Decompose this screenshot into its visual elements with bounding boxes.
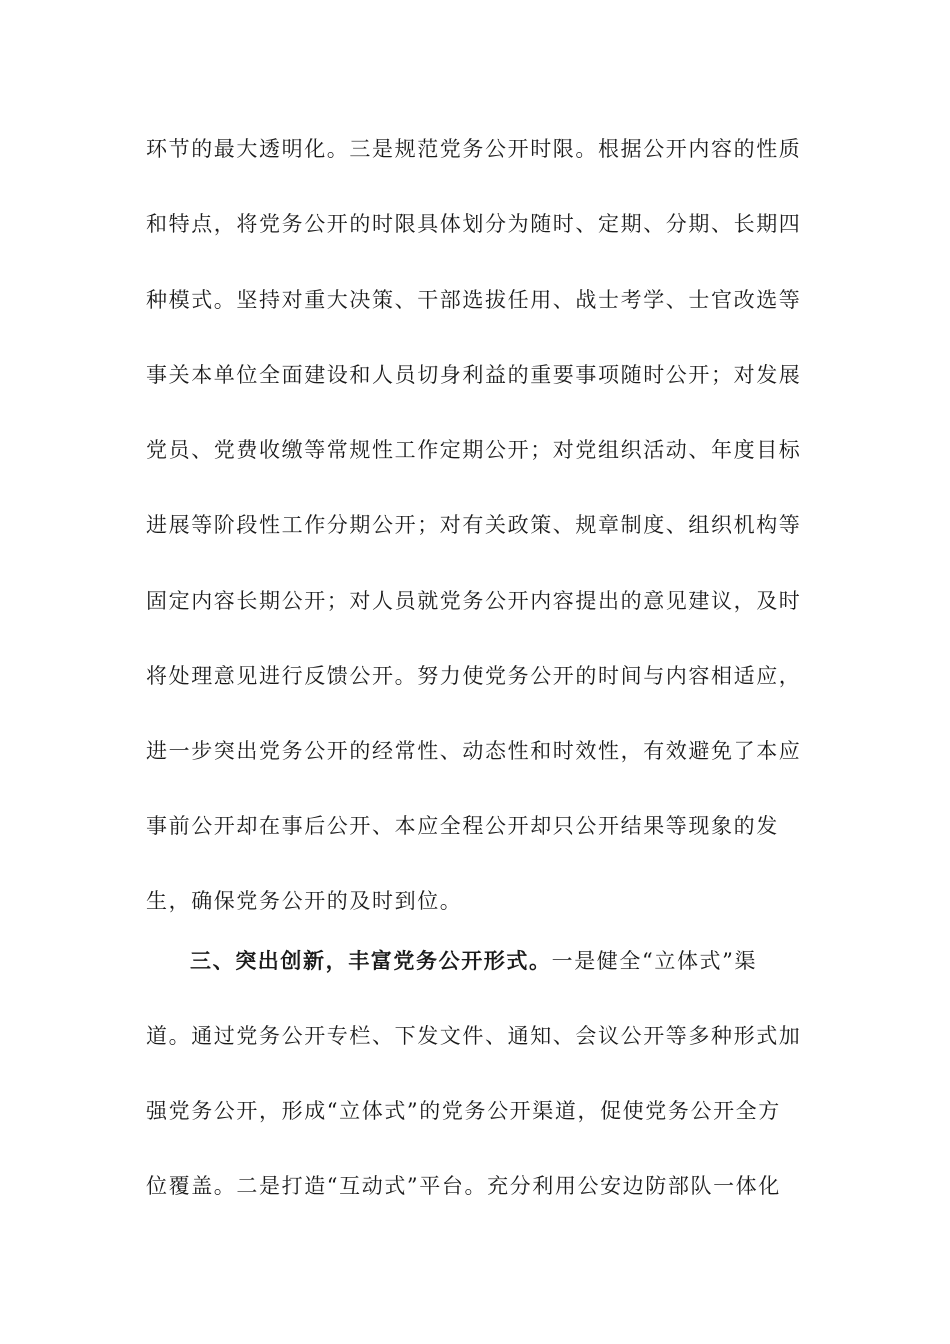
- paragraph-line: 事关本单位全面建设和人员切身利益的重要事项随时公开；对发展: [146, 363, 802, 387]
- paragraph-line: 生，确保党务公开的及时到位。: [146, 889, 463, 913]
- paragraph-line: 位覆盖。二是打造“互动式”平台。充分利用公安边防部队一体化: [146, 1174, 781, 1198]
- paragraph-line: 事前公开却在事后公开、本应全程公开却只公开结果等现象的发: [146, 814, 779, 838]
- paragraph-line: 种模式。坚持对重大决策、干部选拔任用、战士考学、士官改选等: [146, 288, 802, 312]
- paragraph-line: 强党务公开，形成“立体式”的党务公开渠道，促使党务公开全方: [146, 1099, 781, 1123]
- paragraph-line: 固定内容长期公开；对人员就党务公开内容提出的意见建议，及时: [146, 589, 802, 613]
- paragraph-line: 道。通过党务公开专栏、下发文件、通知、会议公开等多种形式加: [146, 1024, 802, 1048]
- paragraph-line: 进展等阶段性工作分期公开；对有关政策、规章制度、组织机构等: [146, 513, 802, 537]
- paragraph-line: 进一步突出党务公开的经常性、动态性和时效性，有效避免了本应: [146, 739, 802, 763]
- paragraph-line: 环节的最大透明化。三是规范党务公开时限。根据公开内容的性质: [146, 137, 802, 161]
- paragraph-line: 党员、党费收缴等常规性工作定期公开；对党组织活动、年度目标: [146, 438, 802, 462]
- section-three-heading: 三、突出创新，丰富党务公开形式。: [190, 948, 552, 973]
- section-three-first-line-text: 一是健全“立体式”渠: [551, 949, 758, 973]
- paragraph-line: 和特点，将党务公开的时限具体划分为随时、定期、分期、长期四: [146, 212, 802, 236]
- section-three-first-line: [190, 946, 810, 976]
- paragraph-line: 将处理意见进行反馈公开。努力使党务公开的时间与内容相适应，: [146, 664, 802, 688]
